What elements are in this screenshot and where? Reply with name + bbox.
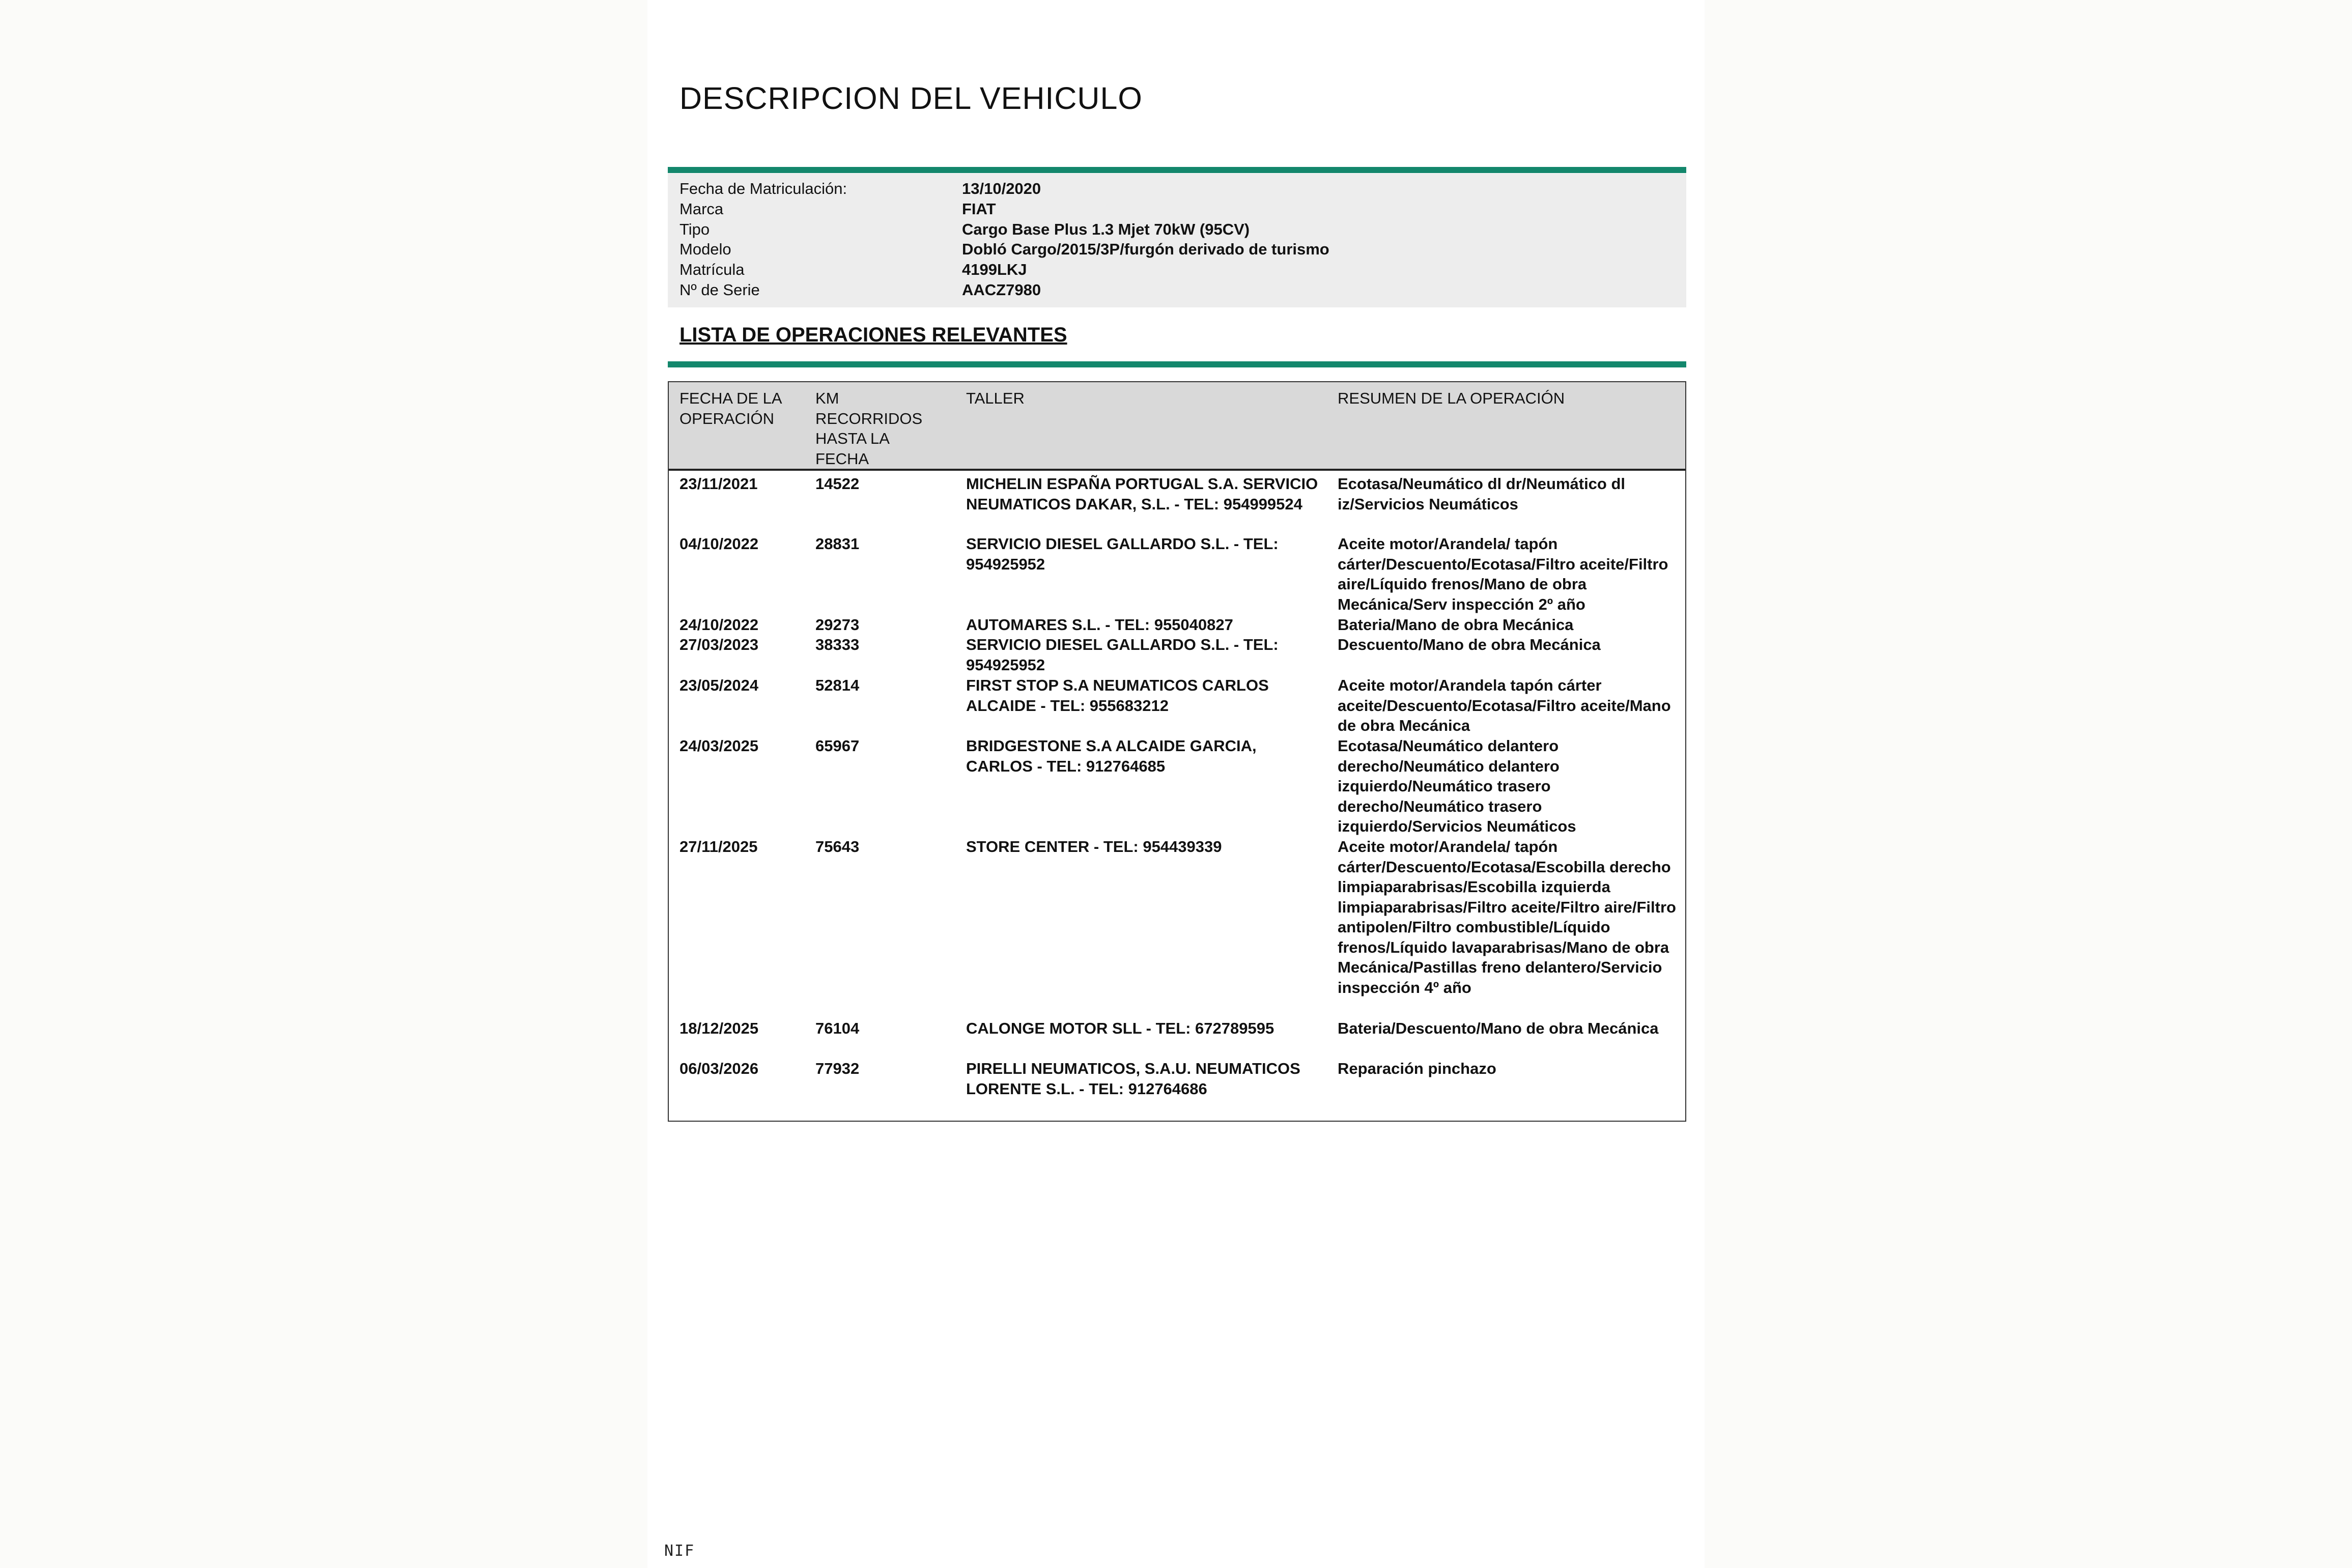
header-date: FECHA DE LA OPERACIÓN (679, 389, 781, 427)
cell-date: 18/12/2025 (679, 1019, 759, 1037)
cell-km: 65967 (815, 737, 860, 755)
cell-date: 27/03/2023 (679, 636, 759, 653)
field-value: FIAT (962, 200, 996, 218)
cell-date: 06/03/2026 (679, 1060, 759, 1077)
field-value: 13/10/2020 (962, 180, 1041, 197)
header-shop: TALLER (966, 389, 1025, 407)
divider-top (668, 167, 1686, 173)
cell-shop: BRIDGESTONE S.A ALCAIDE GARCIA, CARLOS - TEL: 912764685 (966, 737, 1257, 775)
header-km: KM RECORRIDOS HASTA LA FECHA (815, 389, 923, 468)
field-value: 4199LKJ (962, 261, 1027, 278)
cell-date: 24/10/2022 (679, 616, 759, 634)
cell-summary: Aceite motor/Arandela tapón cárter aceite/Descuento/Ecotasa/Filtro aceite/Mano de obra Mecánica (1338, 676, 1671, 734)
field-value: AACZ7980 (962, 281, 1041, 299)
field-label: Modelo (679, 240, 731, 258)
section-title: LISTA DE OPERACIONES RELEVANTES (679, 324, 1067, 346)
cell-km: 52814 (815, 676, 860, 694)
cell-km: 76104 (815, 1019, 860, 1037)
cell-summary: Aceite motor/Arandela/ tapón cárter/Descuento/Ecotasa/Escobilla derecho limpiaparabrisas/Escobilla izquierda limpiaparabrisas/Filtro aceite/Filtro aire/Filtro antipolen/Filtro combustible/Líquido frenos/Líquido lavaparabrisas/Mano de obra Mecánica/Pastillas freno delantero/Servicio inspección 4º año (1338, 838, 1676, 996)
operations-table (668, 381, 1686, 1122)
cell-date: 27/11/2025 (679, 838, 758, 856)
cell-shop: FIRST STOP S.A NEUMATICOS CARLOS ALCAIDE - TEL: 955683212 (966, 676, 1269, 715)
cell-summary: Reparación pinchazo (1338, 1060, 1496, 1077)
cell-summary: Descuento/Mano de obra Mecánica (1338, 636, 1601, 653)
cell-summary: Ecotasa/Neumático dl dr/Neumático dl iz/Servicios Neumáticos (1338, 475, 1626, 513)
vehicle-details (668, 174, 1686, 307)
cell-summary: Aceite motor/Arandela/ tapón cárter/Descuento/Ecotasa/Filtro aceite/Filtro aire/Líquido frenos/Mano de obra Mecánica/Serv inspección 2º año (1338, 535, 1668, 613)
cell-summary: Bateria/Descuento/Mano de obra Mecánica (1338, 1019, 1659, 1037)
cell-shop: MICHELIN ESPAÑA PORTUGAL S.A. SERVICIO NEUMATICOS DAKAR, S.L. - TEL: 954999524 (966, 475, 1318, 513)
cell-summary: Ecotasa/Neumático delantero derecho/Neumático delantero izquierdo/Neumático trasero derecho/Neumático trasero izquierdo/Servicios Neumáticos (1338, 737, 1576, 835)
cell-shop: CALONGE MOTOR SLL - TEL: 672789595 (966, 1019, 1274, 1037)
table-header (669, 382, 1685, 471)
cell-km: 38333 (815, 636, 860, 653)
field-label: Marca (679, 200, 724, 218)
divider-section (668, 361, 1686, 367)
field-label: Tipo (679, 220, 710, 238)
cell-summary: Bateria/Mano de obra Mecánica (1338, 616, 1574, 634)
cell-date: 04/10/2022 (679, 535, 759, 553)
field-label: Matrícula (679, 261, 745, 278)
field-label: Fecha de Matriculación: (679, 180, 847, 197)
field-label: Nº de Serie (679, 281, 760, 299)
cell-km: 29273 (815, 616, 860, 634)
cell-shop: STORE CENTER - TEL: 954439339 (966, 838, 1222, 856)
document-page (647, 0, 1705, 1568)
field-value: Dobló Cargo/2015/3P/furgón derivado de turismo (962, 240, 1329, 258)
cell-date: 23/11/2021 (679, 475, 758, 493)
cell-date: 24/03/2025 (679, 737, 759, 755)
cell-km: 75643 (815, 838, 860, 856)
cell-km: 14522 (815, 475, 860, 493)
page-title: DESCRIPCION DEL VEHICULO (679, 81, 1143, 116)
cell-km: 28831 (815, 535, 860, 553)
footer-nif: NIF (664, 1542, 695, 1560)
cell-shop: SERVICIO DIESEL GALLARDO S.L. - TEL: 954925952 (966, 636, 1279, 674)
cell-shop: SERVICIO DIESEL GALLARDO S.L. - TEL: 954925952 (966, 535, 1279, 573)
cell-km: 77932 (815, 1060, 860, 1077)
cell-date: 23/05/2024 (679, 676, 759, 694)
field-value: Cargo Base Plus 1.3 Mjet 70kW (95CV) (962, 220, 1250, 238)
cell-shop: AUTOMARES S.L. - TEL: 955040827 (966, 616, 1233, 634)
cell-shop: PIRELLI NEUMATICOS, S.A.U. NEUMATICOS LORENTE S.L. - TEL: 912764686 (966, 1060, 1300, 1098)
header-summary: RESUMEN DE LA OPERACIÓN (1338, 389, 1565, 407)
